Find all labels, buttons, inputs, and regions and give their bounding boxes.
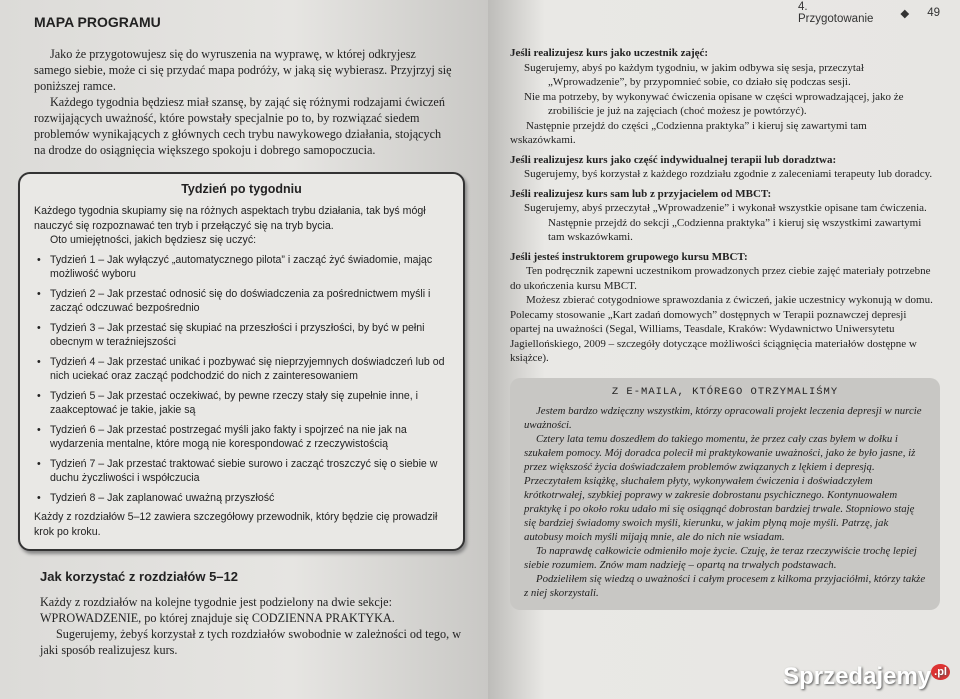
- list-item: • Tydzień 2 – Jak przestać odnosić się do doświadczenia za pośrednictwem myśli i zacząć odczuwać bezpośrednio: [34, 287, 449, 316]
- watermark-logo: [783, 663, 950, 691]
- diamond-icon: ◆: [900, 8, 910, 20]
- watermark-tld: .pl: [931, 664, 950, 680]
- paragraph: Każdego tygodnia będziesz miał szansę, by zająć się różnymi rodzajami ćwiczeń rozwijających uważność, które powstały specjalnie po to, by rozwiązać siedem problemów wynikających z głównych cech trybu nawykowego działania, stojących na drodze do osiągnięcia większego spokoju i dobrego samopoczucia.: [34, 95, 445, 157]
- list-item: • Tydzień 7 – Jak przestać traktować siebie surowo i zacząć troszczyć się o siebie w duchu życzliwości i współczucia: [34, 457, 449, 486]
- list-item: • Tydzień 3 – Jak przestać się skupiać na przeszłości i przyszłości, by być w pełni obecnym w teraźniejszości: [34, 321, 449, 350]
- list-item: • Tydzień 4 – Jak przestać unikać i pozbywać się nieprzyjemnych doświadczeń lub od nich uciekać oraz zacząć podchodzić do nich z zainteresowaniem: [34, 355, 449, 384]
- heading: Jeśli jesteś instruktorem grupowego kursu MBCT:: [510, 250, 748, 263]
- paragraph: Ten podręcznik zapewni uczestnikom prowadzonych przez ciebie zajęć materiały potrzebne do ukończenia kursu MBCT.: [510, 265, 931, 292]
- box-title: Tydzień po tygodniu: [181, 182, 302, 196]
- watermark-text: Sprzedajemy: [783, 663, 932, 690]
- paragraph: Możesz zbierać cotygodniowe sprawozdania z ćwiczeń, jakie uczestnicy wykonują w domu. Polecamy stosowanie „Kart zadań domowych” dostępnych w Terapii poznawczej depresji opartej na uważności (Segal, Williams, Teasdale, Kraków: Wydawnictwo Uniwersytetu Jagiellońskiego, 2009 – szczegóły dotyczące możliwości ściągnięcia materiałów dostępne w książce).: [510, 294, 933, 364]
- list-item: • Tydzień 1 – Jak wyłączyć „automatycznego pilota” i zacząć żyć świadomie, mając możliwość wyboru: [34, 253, 449, 282]
- email-title: Z E-MAILA, KTÓREGO OTRZYMALIŚMY: [611, 385, 839, 398]
- paragraph: To naprawdę całkowicie odmieniło moje życie. Czuję, że teraz rzeczywiście trochę lepiej siebie rozumiem. Znów mam nadzieję – opartą na trwałych podstawach.: [524, 544, 917, 571]
- paragraph: Nie ma potrzeby, by wykonywać ćwiczenia opisane w części wprowadzającej, jako że zrobiliście je już na zajęciach (choć możesz je powtórzyć).: [524, 90, 904, 117]
- paragraph: Sugerujemy, abyś po każdym tygodniu, w jakim odbywa się sesja, przeczytał „Wprowadzenie”, by przypomnieć sobie, co działo się podczas sesji.: [524, 61, 864, 88]
- chapter-title: 4. Przygotowanie: [798, 1, 874, 25]
- paragraph: Każdy z rozdziałów na kolejne tygodnie jest podzielony na dwie sekcje: WPROWADZENIE, po której znajduje się CODZIENNA PRAKTYKA.: [40, 595, 395, 625]
- list-item: • Tydzień 5 – Jak przestać oczekiwać, by pewne rzeczy stały się zupełnie inne, i zaakceptować je takie, jakie są: [34, 389, 449, 418]
- paragraph: Jako że przygotowujesz się do wyruszenia na wyprawę, w której odkryjesz samego siebie, może ci się przydać mapa podróży, w jaką się wybierasz. Przyjrzyj się poniższej ramce.: [34, 47, 452, 93]
- paragraph: Podzieliłem się wiedzą o uważności i całym procesem z kilkoma przyjaciółmi, którzy także z niej skorzystali.: [524, 572, 926, 599]
- how-text: [40, 594, 465, 658]
- paragraph: Sugerujemy, żebyś korzystał z tych rozdziałów swobodnie w zależności od tego, w jaki sposób realizujesz kurs.: [40, 627, 462, 657]
- running-head: [798, 2, 940, 24]
- instructions: [510, 46, 935, 366]
- email-box: [510, 378, 940, 610]
- heading: Jeśli realizujesz kurs jako część indywidualnej terapii lub doradztwa:: [510, 153, 837, 166]
- box-intro-2: Oto umiejętności, jakich będziesz się uczyć:: [50, 234, 257, 246]
- weekly-overview-box: [18, 172, 465, 551]
- box-outro: Każdy z rozdziałów 5–12 zawiera szczegółowy przewodnik, który będzie cię prowadził krok po kroku.: [34, 511, 438, 538]
- list-item: • Tydzień 8 – Jak zaplanować uważną przyszłość: [34, 491, 449, 506]
- intro-text: [34, 46, 454, 158]
- section-title: MAPA PROGRAMU: [34, 14, 161, 30]
- heading: Jeśli realizujesz kurs sam lub z przyjacielem od MBCT:: [510, 187, 772, 200]
- paragraph: Sugerujemy, byś korzystał z każdego rozdziału zgodnie z zaleceniami terapeuty lub doradcy.: [524, 168, 933, 180]
- weeks-list: [34, 253, 449, 506]
- list-item: • Tydzień 6 – Jak przestać postrzegać myśli jako fakty i spojrzeć na nie jak na wydarzenia mentalne, które mogą nie korespondować z rzeczywistością: [34, 423, 449, 452]
- paragraph: Następnie przejdź do części „Codzienna praktyka” i kieruj się zawartymi tam wskazówkami.: [510, 119, 867, 146]
- right-page: [488, 0, 960, 699]
- subsection-title: Jak korzystać z rozdziałów 5–12: [40, 569, 238, 584]
- paragraph: Sugerujemy, abyś przeczytał „Wprowadzenie” i wykonał wszystkie opisane tam ćwiczenia. Następnie przejdź do sekcji „Codzienna praktyka” i kieruj się wszystkimi zawartymi tam wskazówkami.: [524, 202, 927, 243]
- page-number: 49: [927, 7, 940, 19]
- heading: Jeśli realizujesz kurs jako uczestnik zajęć:: [510, 47, 709, 59]
- paragraph: Jestem bardzo wdzięczny wszystkim, którzy opracowali projekt leczenia depresji w nurcie uważności.: [524, 404, 922, 431]
- box-intro: Każdego tygodnia skupiamy się na różnych aspektach trybu działania, tak byś mógł nauczyć się rozpoznawać ten tryb i przełączyć się na tryb bycia.: [34, 205, 426, 232]
- paragraph: Cztery lata temu doszedłem do takiego momentu, że przez cały czas byłem w dołku i szukałem pomocy. Mój doradca polecił mi praktykowanie uważności, jako że było jasne, iż przez większość życia doświadczałem problemów związanych z lękiem i depresją. Przeczytałem książkę, słuchałem płyty, wykonywałem ćwiczenia i doświadczyłem krótkotrwałej, szybkiej poprawy w zakresie dobrostanu psychicznego. Kontynuowałem praktykę i po około roku udało mi się osiągnąć dobrostan bardziej trwale. Stopniowo staję się bardziej świadomy swoich myśli, kierunku, w jakim płyną moje myśli. Patrzę, jak autobusy moich myśli mijają mnie, ale do nich nie wsiadam.: [524, 432, 916, 543]
